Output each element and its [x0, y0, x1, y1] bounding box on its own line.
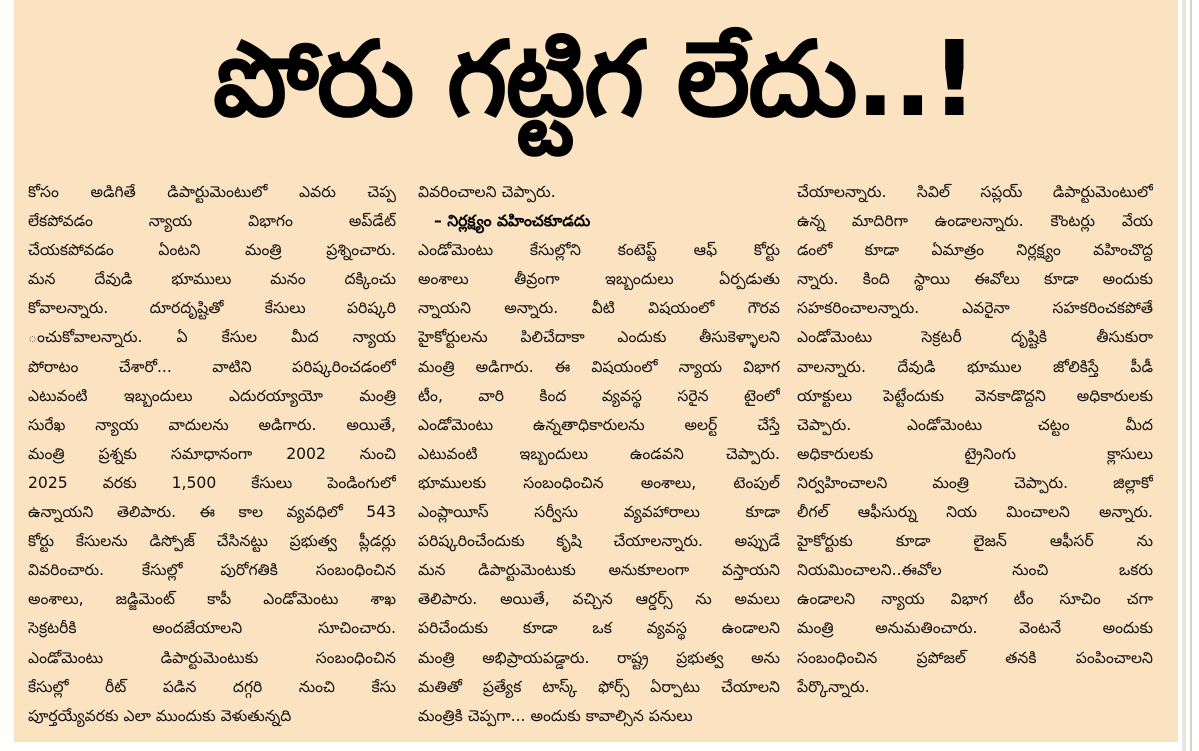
article-text-line: ఎండోమెంటు కేసుల్లోని కంటెప్ట్ ఆఫ్ కోర్టు — [418, 241, 780, 260]
article-text-line: కేసుల్లో రీట్ పడిన దగ్గరి నుంచి కేసు — [28, 677, 396, 696]
article-text-line: 2025 వరకు 1,500 కేసులు పెండింగులో — [28, 473, 396, 492]
article-text-line: ఎటువంటి ఇబ్బందులు ఎదురయ్యాయో మంత్రి — [28, 386, 396, 405]
article-text-line: లీగల్ ఆఫీసుర్ను నియ మించాలని అన్నారు. — [797, 503, 1153, 522]
article-text-line: చెప్పారు. ఎండోమెంటు చట్టం మీద — [797, 415, 1153, 434]
article-text-line: హైకోర్టులను పిలిచేదాకా ఎందుకు తీసుకెళ్ళాలని — [418, 328, 780, 347]
article-text-line: ంచుకోవాలన్నారు. ఏ కేసుల మీద న్యాయ — [28, 328, 396, 347]
page-edge-divider-inner — [1190, 0, 1192, 751]
article-text-line: కోవాలన్నారు. దూరదృష్టితో కేసులు పరిష్కరి — [28, 299, 396, 318]
article-text-line: టీం, వారి కింద వ్యవస్థ సరైన టైంలో — [418, 386, 780, 405]
article-text-line: చేయకపోవడం ఏంటని మంత్రి ప్రశ్నించారు. — [28, 241, 396, 260]
article-text-line: న్నారు. కింది స్థాయి ఈవోలు కూడా అందుకు — [797, 270, 1153, 289]
article-text-line: తెలిపారు. అయితే, వచ్చిన ఆర్డర్స్ ను అమలు — [418, 590, 780, 609]
article-text-line: వివరించారు. కేసుల్లో పురోగతికి సంబంధించిన — [28, 561, 396, 580]
article-text-line: భూములకు సంబంధించిన అంశాలు, టెంపుల్ — [418, 473, 780, 492]
article-text-line: సురేఖ న్యాయ వాదులను అడిగారు. అయితే, — [28, 415, 396, 434]
article-text-line: సెక్రటరీకి అందజేయాలని సూచించారు. — [28, 619, 396, 638]
article-text-line: యాక్టులు పెట్టేందుకు వెనకాడొద్దని అధికారులకు — [797, 386, 1153, 405]
article-column-1 — [28, 178, 396, 738]
article-text-line: పరిచేందుకు కూడా ఒక వ్యవస్థ ఉండాలని — [418, 619, 780, 638]
article-text-line: అధికారులకు ట్రైనింగు క్లాసులు — [797, 444, 1153, 463]
section-subheading: – నిర్లక్ష్యం వహించకూడదు — [434, 212, 591, 231]
page-edge-divider — [1182, 0, 1186, 751]
article-text-line: నిర్వహించాలని మంత్రి చెప్పారు. జిల్లాకో — [797, 473, 1153, 492]
article-text-line: కోసం అడిగితే డిపార్టుమెంటులో ఎవరు చెప్ప — [28, 183, 396, 201]
article-text-line: ఉన్నాయని తెలిపారు. ఈ కాల వ్యవధిలో 543 — [28, 503, 396, 522]
article-column-3 — [797, 178, 1153, 738]
article-text-line: మంత్రి ప్రశ్నకు సమాధానంగా 2002 నుంచి — [28, 444, 396, 463]
article-text-line: డంలో కూడా ఏమాత్రం నిర్లక్ష్యం వహించొద్ద — [797, 241, 1153, 260]
article-text-line: మంత్రికి చెప్పగా... అందుకు కావాల్సిన పనులు — [418, 706, 693, 725]
article-text-line: అంశాలు తీవ్రంగా ఇబ్బందులు ఏర్పడుతు — [418, 270, 780, 289]
article-text-line: ఎండోమెంటు సెక్రటరీ దృష్టికి తీసుకురా — [797, 328, 1153, 347]
headline: పోరు గట్టిగ లేదు..! — [212, 18, 977, 140]
article-text-line: ఎటువంటి ఇబ్బందులు ఉండవని చెప్పారు. — [418, 444, 780, 463]
article-text-line: పరిష్కరించేందుకు కృషి చేయాలన్నారు. అప్పుడే — [418, 532, 780, 551]
article-text-line: మన డిపార్టుమెంటుకు అనుకూలంగా వస్తాయని — [418, 561, 780, 580]
article-text-line: మన దేవుడి భూములు మనం దక్కించు — [28, 270, 396, 289]
article-text-line: మతితో ప్రత్యేక టాస్క్ ఫోర్స్ ఏర్పాటు చేయాలని — [418, 677, 780, 696]
article-text-line: కోర్టు కేసులను డిస్పోజ్ చేసినట్టు ప్రభుత్వ ప్లీడర్లు — [28, 532, 396, 551]
article-text-line: చేయాలన్నారు. సివిల్ సప్లయ్ డిపార్టుమెంటులో — [797, 183, 1153, 201]
article-text-line: ఉండాలని న్యాయ విభాగ టీం సూచిం చగా — [797, 590, 1153, 609]
article-text-line: పూర్తయ్యేవరకు ఎలా ముందుకు వెళుతున్నది — [28, 706, 292, 725]
article-text-line: సంబంధించిన ప్రపోజల్ తనకి పంపించాలని — [797, 648, 1153, 667]
article-text-line: ఎండోమెంటు డిపార్టుమెంటుకు సంబంధించిన — [28, 648, 396, 667]
article-text-line: ఎండోమెంటు ఉన్నతాధికారులను అలర్ట్ చేస్తే — [418, 415, 780, 434]
article-text-line: పోరాటం చేశారో... వాటిని పరిష్కరించడంలో — [28, 357, 396, 376]
article-text-line: ఎంప్లాయీస్ సర్వీసు వ్యవహారాలు కూడా — [418, 503, 780, 522]
article-text-line: వాలన్నారు. దేవుడి భూముల జోలికిస్తే పీడీ — [797, 357, 1153, 376]
article-text-line: మంత్రి అభిప్రాయపడ్డారు. రాష్ట్ర ప్రభుత్వ అను — [418, 648, 780, 667]
article-text-line: హైకోర్టుకు కూడా లైజన్ ఆఫీసర్ ను — [797, 532, 1153, 551]
article-column-2 — [418, 178, 780, 738]
article-text-line: ఉన్న మాదిరిగా ఉండాలన్నారు. కౌంటర్లు వేయ — [797, 212, 1153, 231]
article-text-line: మంత్రి అడిగారు. ఈ విషయంలో న్యాయ విభాగ — [418, 357, 780, 376]
article-text-line: వివరించాలని చెప్పారు. — [418, 183, 556, 201]
article-text-line: లేకపోవడం న్యాయ విభాగం అప్‌డేట్ — [28, 212, 396, 231]
article-text-line: అంశాలు, జడ్జిమెంట్ కాపీ ఎండోమెంటు శాఖ — [28, 590, 396, 609]
article-text-line: మంత్రి అనుమతించారు. వెంటనే అందుకు — [797, 619, 1153, 638]
article-text-line: సహకరించాలన్నారు. ఎవరైనా సహకరించకపోతే — [797, 299, 1153, 318]
article-text-line: నియమించాలని..ఈవోల నుంచి ఒకరు — [797, 561, 1153, 580]
article-text-line: పేర్కొన్నారు. — [797, 677, 870, 696]
article-text-line: న్నాయని అన్నారు. వీటి విషయంలో గౌరవ — [418, 299, 780, 318]
